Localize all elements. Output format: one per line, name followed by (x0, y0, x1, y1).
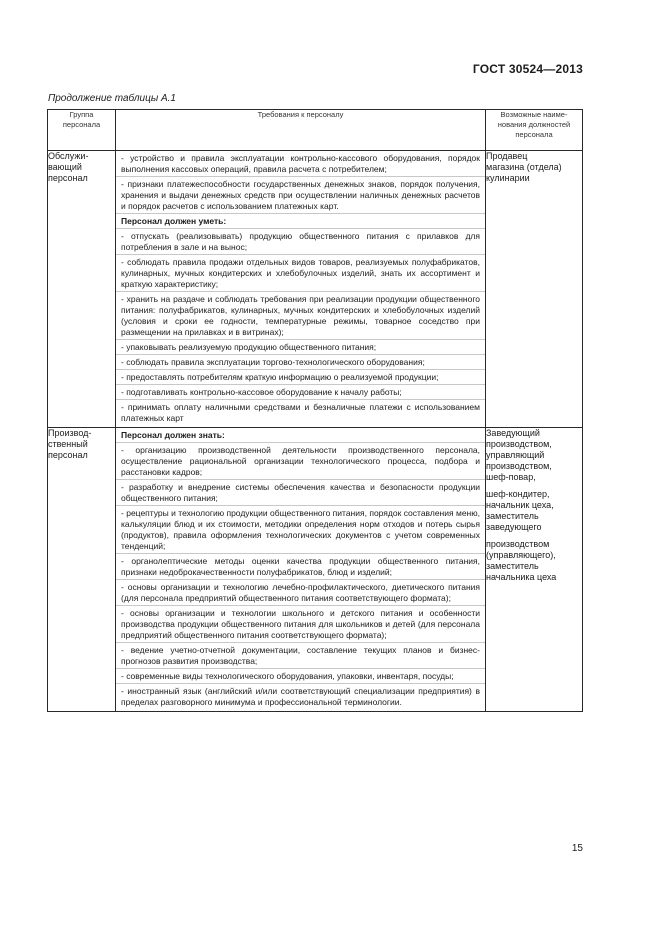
requirement-item: - предоставлять потребителям краткую информацию о реализуемой продукции; (116, 369, 485, 384)
requirements-cell (116, 428, 486, 712)
table-continuation-caption: Продолжение таблицы А.1 (48, 93, 176, 104)
requirement-item: - разработку и внедрение системы обеспечения качества и безопасности продукции общественного питания; (116, 479, 485, 505)
positions-cell: Продавец магазина (отдела) кулинарии (486, 151, 583, 428)
requirement-item: - отпускать (реализовывать) продукцию общественного питания с прилавков для потребления в зале и на вынос; (116, 228, 485, 254)
group-cell: Обслужи- вающий персонал (48, 151, 116, 428)
page-number: 15 (571, 843, 583, 854)
requirement-item: - иностранный язык (английский и/или соответствующий специализации предприятия) в пределах разговорного минимума и профессиональной терминологии. (116, 683, 485, 711)
requirement-item: - хранить на раздаче и соблюдать требования при реализации продукции общественного питания: полуфабрикатов, кулинарных, мучных кондитерских и хлебобулочных изделий (условия и сроки ее годности, температурные режимы, товарное соседство при размещении на прилавках и в витринах); (116, 291, 485, 339)
positions-cell: Заведующий производством, управляющий производством, шеф-повар, шеф-кондитер, начальник цеха, заместитель заведующего производством (управляющего), заместитель начальника цеха (486, 428, 583, 712)
column-header-positions: Возможные наиме- нования должностей персонала (486, 110, 583, 151)
document-code: ГОСТ 30524—2013 (472, 62, 583, 76)
requirement-item: - устройство и правила эксплуатации контрольно-кассового оборудования, порядок выполнения кассовых операций, правила расчета с потребителем; (121, 153, 480, 174)
requirement-item: - соблюдать правила эксплуатации торгово-технологического оборудования; (116, 354, 485, 369)
staff-requirements-table (47, 109, 583, 712)
requirement-item: - упаковывать реализуемую продукцию общественного питания; (116, 339, 485, 354)
group-cell: Производ- ственный персонал (48, 428, 116, 712)
requirement-item: - основы организации и технологию лечебно-профилактического, диетического питания (для персонала предприятий общественного питания соответствующего формата); (116, 579, 485, 605)
requirement-item: - ведение учетно-отчетной документации, составление текущих планов и бизнес-прогнозов развития производства; (116, 642, 485, 668)
table-row-production-staff (48, 428, 583, 712)
requirement-item: - организацию производственной деятельности производственного персонала, осуществление рациональной организации технологического процесса, подбора и расстановки кадров; (116, 442, 485, 479)
requirement-item: - соблюдать правила продажи отдельных видов товаров, реализуемых полуфабрикатов, кулинарных, мучных кондитерских и хлебобулочных изделий, знать их ассортимент и краткую характеристику; (116, 254, 485, 291)
table-row-service-staff (48, 151, 583, 428)
column-header-group: Группа персонала (48, 110, 116, 151)
requirement-item: - рецептуры и технологию продукции общественного питания, порядок составления меню, калькуляции блюд и их стоимости, методики определения норм отходов и потерь сырья (продуктов), правила оформления технологических документов с учетом современных тенденций; (116, 505, 485, 553)
requirements-cell (116, 151, 486, 428)
requirement-heading: Персонал должен знать: (121, 430, 225, 440)
requirement-item: - основы организации и технологии школьного и детского питания и особенности производства продукции общественного питания для школьников и детей (для персонала предприятий общественного питания соответствующего формата); (116, 605, 485, 642)
requirement-heading: Персонал должен уметь: (116, 213, 485, 228)
table-header-row (48, 110, 583, 151)
requirement-item: - признаки платежеспособности государственных денежных знаков, порядок получения, хранения и выдачи денежных средств при осуществлении наличных денежных расчетов и порядок расчетов с использованием платежных карт. (116, 176, 485, 213)
requirement-item: - современные виды технологического оборудования, упаковки, инвентаря, посуды; (116, 668, 485, 683)
column-header-requirements: Требования к персоналу (116, 110, 486, 151)
requirement-item: - органолептические методы оценки качества продукции общественного питания, признаки недоброкачественности полуфабрикатов, блюд и изделий; (116, 553, 485, 579)
requirement-item: - принимать оплату наличными средствами и безналичные платежи с использованием платежных карт (116, 399, 485, 427)
requirement-item: - подготавливать контрольно-кассовое оборудование к началу работы; (116, 384, 485, 399)
